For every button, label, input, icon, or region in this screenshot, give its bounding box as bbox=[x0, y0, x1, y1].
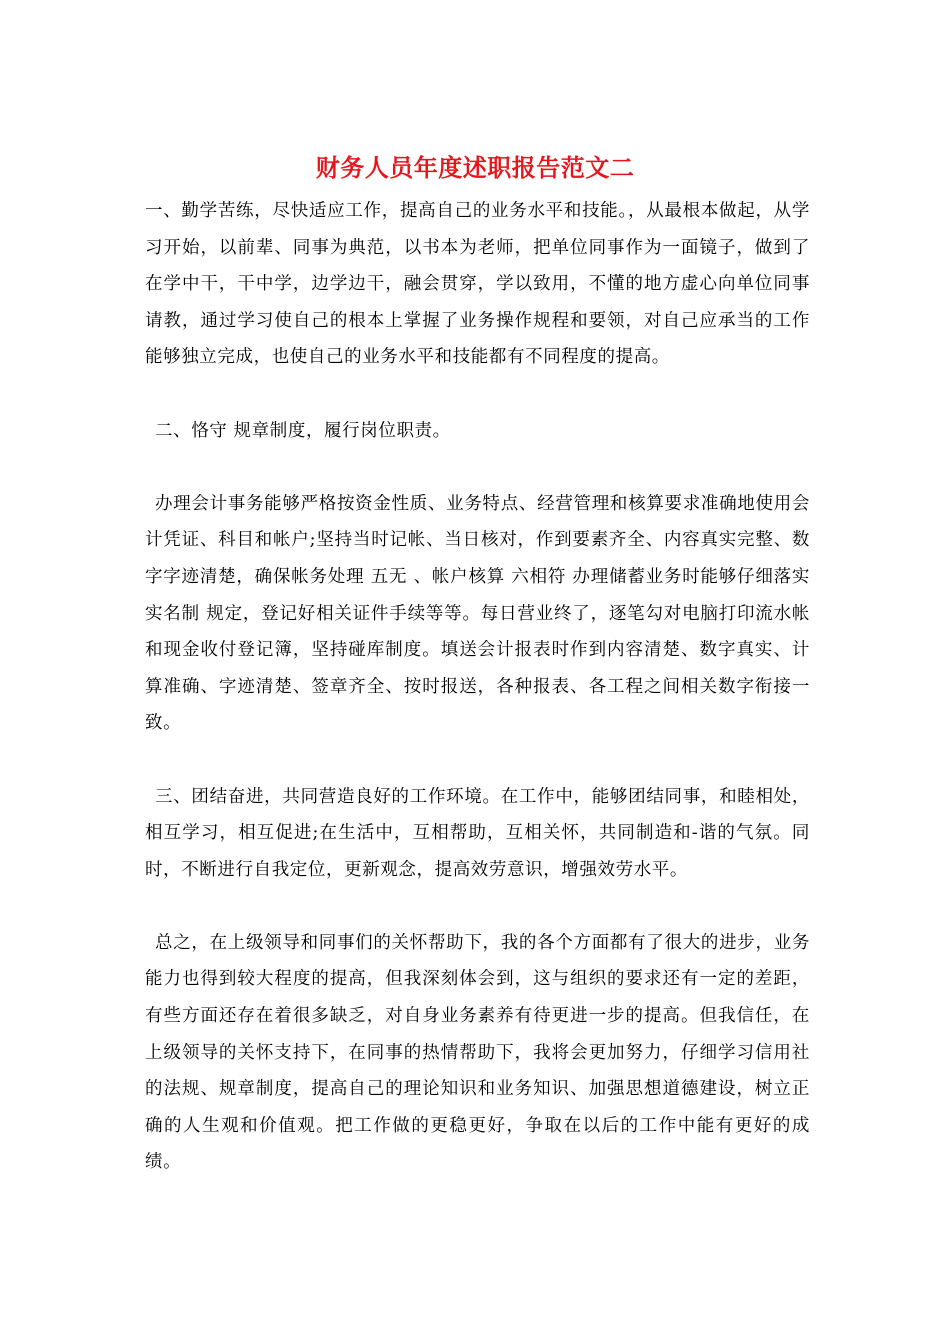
paragraph-spacer bbox=[145, 888, 810, 925]
paragraph-spacer bbox=[145, 449, 810, 486]
paragraph-rules-heading: 二、恪守 规章制度，履行岗位职责。 bbox=[155, 420, 451, 441]
paragraph-spacer bbox=[145, 742, 810, 779]
paragraph-spacer bbox=[145, 376, 810, 413]
paragraph-summary: 总之，在上级领导和同事们的关怀帮助下，我的各个方面都有了很大的进步，业务能力也得到较大程度的提高，但我深刻体会到，这与组织的要求还有一定的差距，有些方面还存在着很多缺乏，对自身业务素养有待更进一步的提高。但我信任，在上级领导的关怀支持下，在同事的热情帮助下，我将会更加努力，仔细学习信用社的法规、规章制度，提高自己的理论知识和业务知识、加强思想道德建设，树立正确的人生观和价值观。把工作做的更稳更好，争取在以后的工作中能有更好的成绩。 bbox=[145, 932, 810, 1173]
document-title: 财务人员年度述职报告范文二 bbox=[315, 153, 635, 182]
paragraph-teamwork: 三、团结奋进，共同营造良好的工作环境。在工作中，能够团结同事，和睦相处，相互学习，相互促进;在生活中，互相帮助，互相关怀，共同制造和-谐的气氛。同时，不断进行自我定位，更新观念，提高效劳意识，增强效劳水平。 bbox=[145, 786, 810, 880]
paragraph-diligent-study: 一、勤学苦练，尽快适应工作，提高自己的业务水平和技能。，从最根本做起，从学习开始，以前辈、同事为典范，以书本为老师，把单位同事作为一面镜子，做到了在学中干，干中学，边学边干，融会贯穿，学以致用，不懂的地方虚心向单位同事请教，通过学习使自己的根本上掌握了业务操作规程和要领，对自己应承当的工作能够独立完成，也使自己的业务水平和技能都有不同程度的提高。 bbox=[145, 201, 810, 368]
document-body bbox=[145, 193, 810, 1181]
paragraph-accounting-duties: 办理会计事务能够严格按资金性质、业务特点、经营管理和核算要求准确地使用会计凭证、科目和帐户;坚持当时记帐、当日核对，作到要素齐全、内容真实完整、数字字迹清楚，确保帐务处理 五无 、帐户核算 六相符 办理储蓄业务时能够仔细落实 实名制 规定，登记好相关证件手续等等。每日营业终了，逐笔勾对电脑打印流水帐和现金收付登记簿，坚持碰库制度。填送会计报表时作到内容清楚、数字真实、计算准确、字迹清楚、签章齐全、按时报送，各种报表、各工程之间相关数字衔接一致。 bbox=[145, 493, 810, 734]
